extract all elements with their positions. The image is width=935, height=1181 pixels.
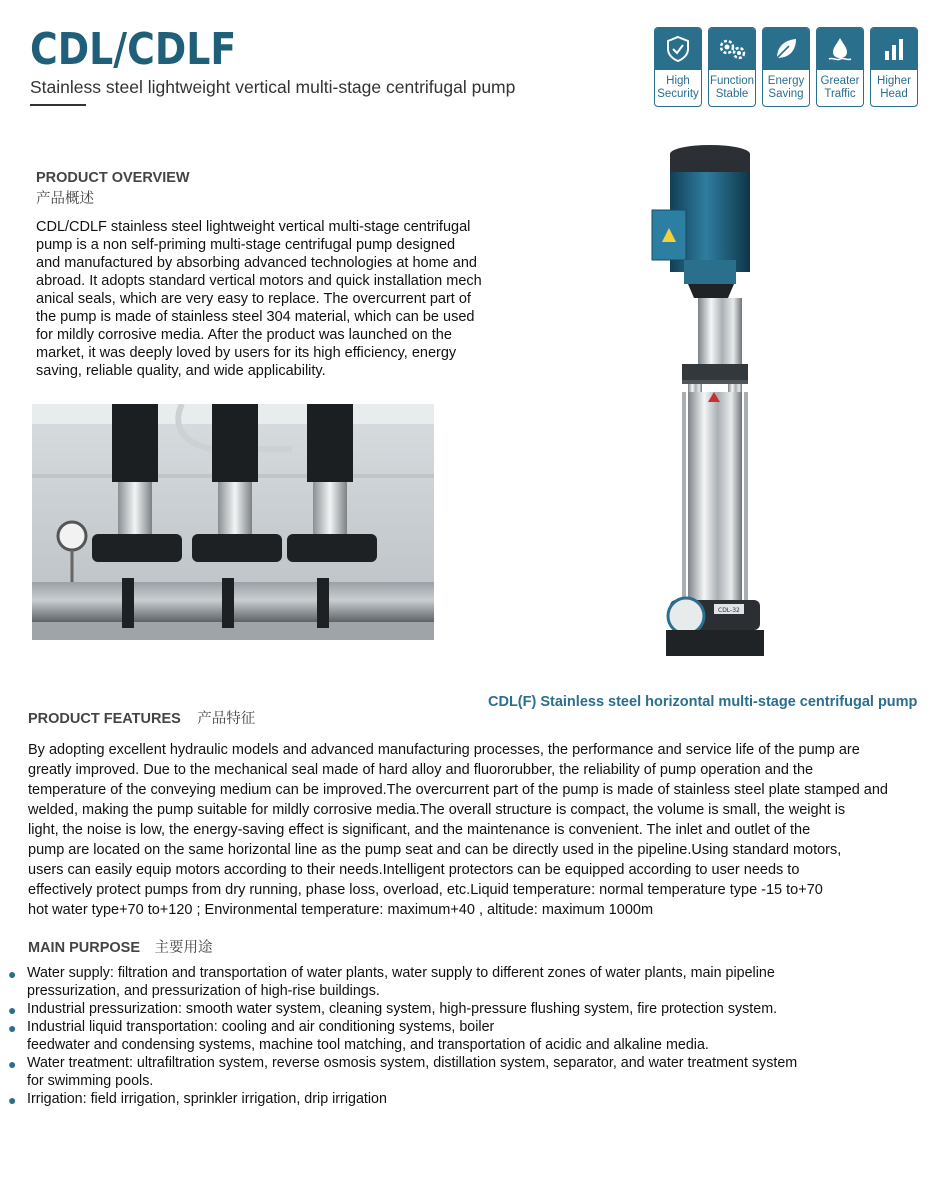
features-heading: PRODUCT FEATURES	[28, 711, 181, 727]
purpose-line: Water treatment: ultrafiltration system, reverse osmosis system, distillation system, separator, and water treatment system	[27, 1055, 798, 1071]
features-line: hot water type+70 to+120 ; Environmental temperature: maximum+40 , altitude: maximum 1000m	[28, 902, 654, 918]
features-heading-row	[28, 707, 255, 728]
features-text	[28, 740, 928, 920]
pump-label: CDL-32	[718, 607, 740, 614]
purpose-line: pressurization, and pressurization of high-rise buildings.	[27, 983, 380, 999]
badge-line1: Greater	[820, 75, 860, 87]
overview-line: CDL/CDLF stainless steel lightweight vertical multi-stage centrifugal	[36, 219, 471, 235]
purpose-line: Water supply: filtration and transportation of water plants, water supply to different zones of water plants, main pipeline	[27, 965, 775, 981]
features-heading-cn: 产品特征	[197, 711, 256, 727]
subtitle-underline	[30, 104, 86, 106]
badge-line2: Security	[657, 87, 699, 100]
overview-line: the pump is made of stainless steel 304 material, which can be used	[36, 309, 475, 325]
overview-line: abroad. It adopts standard vertical motors and quick installation mech	[36, 273, 482, 289]
badge-line2: Head	[880, 87, 908, 100]
bullet-icon: ●	[8, 966, 17, 982]
bar-chart-icon	[871, 28, 917, 70]
feature-badges	[654, 27, 918, 107]
purpose-heading-cn: 主要用途	[154, 940, 213, 956]
features-line: greatly improved. Due to the mechanical seal made of hard alloy and fluororubber, the reliability of pump operation and the	[28, 762, 814, 778]
pump-image	[648, 142, 772, 666]
list-item	[8, 1018, 928, 1054]
badge-line1: Function	[709, 75, 755, 87]
gears-icon	[709, 28, 755, 70]
leaf-icon	[763, 28, 809, 70]
pump-caption: CDL(F) Stainless steel horizontal multi-stage centrifugal pump	[488, 694, 918, 710]
badge-function-stable	[708, 27, 756, 107]
page-subtitle: Stainless steel lightweight vertical multi-stage centrifugal pump	[30, 77, 516, 97]
purpose-line: Irrigation: field irrigation, sprinkler irrigation, drip irrigation	[27, 1091, 387, 1107]
overview-line: and manufactured by absorbing advanced technologies at home and	[36, 255, 477, 271]
purpose-heading-row	[28, 936, 212, 957]
list-item	[8, 1054, 928, 1090]
badge-line1: Higher	[877, 75, 911, 87]
features-line: users can easily equip motors according to their needs.Intelligent protectors can be equipped according to user needs to	[28, 862, 800, 878]
badge-line2: Traffic	[824, 87, 856, 100]
badge-energy-saving	[762, 27, 810, 107]
overview-heading: PRODUCT OVERVIEW	[36, 170, 190, 186]
badge-greater-traffic	[816, 27, 864, 107]
installation-photo	[32, 404, 434, 640]
badge-line2: Saving	[768, 87, 804, 100]
overview-line: market, it was deeply loved by users for its high efficiency, energy	[36, 345, 457, 361]
overview-heading-cn: 产品概述	[36, 191, 94, 207]
list-item	[8, 1000, 928, 1018]
features-line: By adopting excellent hydraulic models and advanced manufacturing processes, the performance and service life of the pump are	[28, 742, 860, 758]
features-line: welded, making the pump suitable for mildly corrosive media.The overall structure is compact, the volume is small, the weight is	[28, 802, 846, 818]
purpose-line: Industrial liquid transportation: cooling and air conditioning systems, boiler	[27, 1019, 495, 1035]
features-line: effectively protect pumps from dry running, phase loss, overload, etc.Liquid temperature: normal temperature type -15 to+70	[28, 882, 823, 898]
overview-line: saving, reliable quality, and wide applicability.	[36, 363, 326, 379]
water-drop-icon	[817, 28, 863, 70]
badge-line1: Energy	[767, 75, 805, 87]
badge-line1: High	[666, 75, 690, 87]
badge-high-security	[654, 27, 702, 107]
badge-line2: Stable	[715, 87, 749, 100]
features-line: light, the noise is low, the energy-saving effect is significant, and the maintenance is convenient. The inlet and outlet of the	[28, 822, 811, 838]
features-line: temperature of the conveying medium can be improved.The overcurrent part of the pump is made of stainless steel plate stamped and	[28, 782, 888, 798]
features-line: pump are located on the same horizontal line as the pump seat and can be directly used in the pipeline.Using standard motors,	[28, 842, 842, 858]
purpose-line: for swimming pools.	[27, 1073, 154, 1089]
bullet-icon: ●	[8, 1020, 17, 1036]
purpose-line: feedwater and condensing systems, machine tool matching, and transportation of acidic and alkaline media.	[27, 1037, 709, 1053]
overview-text	[36, 218, 506, 380]
overview-line: for mildly corrosive media. After the product was launched on the	[36, 327, 452, 343]
list-item	[8, 964, 928, 1000]
purpose-list	[8, 964, 928, 1108]
badge-higher-head	[870, 27, 918, 107]
overview-line: anical seals, which are very easy to replace. The overcurrent part of	[36, 291, 471, 307]
bullet-icon: ●	[8, 1092, 17, 1108]
purpose-line: Industrial pressurization: smooth water system, cleaning system, high-pressure flushing system, fire protection system.	[27, 1001, 778, 1017]
list-item	[8, 1090, 928, 1108]
shield-icon	[655, 28, 701, 70]
bullet-icon: ●	[8, 1002, 17, 1018]
overview-line: pump is a non self-priming multi-stage centrifugal pump designed	[36, 237, 456, 253]
purpose-heading: MAIN PURPOSE	[28, 940, 140, 956]
page-title: CDL/CDLF	[30, 24, 237, 75]
bullet-icon: ●	[8, 1056, 17, 1072]
